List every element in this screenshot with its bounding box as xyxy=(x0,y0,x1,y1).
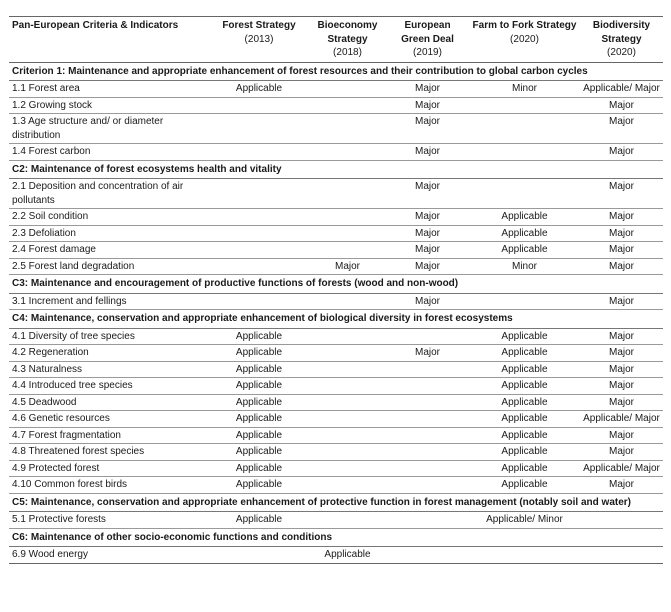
bioeconomy-cell xyxy=(309,242,386,259)
forest-strategy-cell xyxy=(209,242,309,259)
indicator-cell: 4.4 Introduced tree species xyxy=(9,378,209,395)
table-row xyxy=(9,179,663,209)
forest-strategy-cell: Applicable xyxy=(209,427,309,444)
biodiversity-cell: Major xyxy=(580,179,663,209)
biodiversity-cell: Applicable/ Major xyxy=(580,81,663,98)
forest-strategy-cell: Applicable xyxy=(209,378,309,395)
criteria-indicators-table xyxy=(9,16,663,564)
criteria-table-container xyxy=(9,16,663,564)
green-deal-cell: Major xyxy=(386,179,469,209)
forest-strategy-cell: Applicable xyxy=(209,81,309,98)
forest-strategy-cell: Applicable xyxy=(209,361,309,378)
farm-to-fork-cell: Applicable xyxy=(469,427,580,444)
biodiversity-cell: Major xyxy=(580,444,663,461)
bioeconomy-cell xyxy=(309,460,386,477)
indicator-cell: 2.3 Defoliation xyxy=(9,225,209,242)
forest-strategy-cell xyxy=(209,114,309,144)
table-row xyxy=(9,225,663,242)
indicator-cell: 4.10 Common forest birds xyxy=(9,477,209,494)
biodiversity-cell: Major xyxy=(580,361,663,378)
criterion-row xyxy=(9,493,663,512)
green-deal-cell xyxy=(386,328,469,345)
bioeconomy-cell xyxy=(309,345,386,362)
indicator-cell: 2.2 Soil condition xyxy=(9,209,209,226)
indicator-cell: 2.4 Forest damage xyxy=(9,242,209,259)
green-deal-cell xyxy=(386,547,469,564)
bioeconomy-cell xyxy=(309,114,386,144)
farm-to-fork-cell: Applicable xyxy=(469,378,580,395)
bioeconomy-cell xyxy=(309,427,386,444)
table-row xyxy=(9,512,663,529)
forest-strategy-cell: Applicable xyxy=(209,345,309,362)
farm-to-fork-cell: Applicable xyxy=(469,225,580,242)
indicator-cell: 4.8 Threatened forest species xyxy=(9,444,209,461)
forest-strategy-cell xyxy=(209,258,309,275)
forest-strategy-cell: Applicable xyxy=(209,460,309,477)
bioeconomy-cell xyxy=(309,512,386,529)
forest-strategy-cell xyxy=(209,225,309,242)
table-row xyxy=(9,345,663,362)
bioeconomy-cell xyxy=(309,81,386,98)
biodiversity-cell: Major xyxy=(580,209,663,226)
indicator-cell: 4.1 Diversity of tree species xyxy=(9,328,209,345)
table-row xyxy=(9,144,663,161)
bioeconomy-cell xyxy=(309,144,386,161)
farm-to-fork-cell: Applicable xyxy=(469,460,580,477)
indicator-cell: 3.1 Increment and fellings xyxy=(9,293,209,310)
green-deal-cell: Major xyxy=(386,144,469,161)
table-row xyxy=(9,209,663,226)
bioeconomy-cell: Major xyxy=(309,258,386,275)
header-forest-strategy: Forest Strategy (2013) xyxy=(209,17,309,63)
forest-strategy-cell: Applicable xyxy=(209,328,309,345)
green-deal-cell xyxy=(386,444,469,461)
indicator-cell: 4.3 Naturalness xyxy=(9,361,209,378)
indicator-cell: 4.6 Genetic resources xyxy=(9,411,209,428)
green-deal-cell xyxy=(386,411,469,428)
bioeconomy-cell xyxy=(309,328,386,345)
green-deal-cell: Major xyxy=(386,81,469,98)
forest-strategy-cell: Applicable xyxy=(209,411,309,428)
bioeconomy-cell xyxy=(309,293,386,310)
indicator-cell: 4.9 Protected forest xyxy=(9,460,209,477)
biodiversity-cell: Major xyxy=(580,258,663,275)
farm-to-fork-cell: Applicable xyxy=(469,345,580,362)
farm-to-fork-cell: Applicable xyxy=(469,361,580,378)
bioeconomy-cell xyxy=(309,411,386,428)
biodiversity-cell: Applicable/ Major xyxy=(580,460,663,477)
bioeconomy-cell xyxy=(309,394,386,411)
table-body xyxy=(9,62,663,563)
biodiversity-cell: Major xyxy=(580,477,663,494)
table-row xyxy=(9,242,663,259)
header-biodiversity-strategy: Biodiversity Strategy (2020) xyxy=(580,17,663,63)
table-row xyxy=(9,477,663,494)
green-deal-cell: Major xyxy=(386,258,469,275)
farm-to-fork-cell: Applicable xyxy=(469,242,580,259)
green-deal-cell xyxy=(386,427,469,444)
farm-to-fork-cell xyxy=(469,144,580,161)
farm-to-fork-cell: Applicable xyxy=(469,444,580,461)
criterion-row xyxy=(9,62,663,81)
indicator-cell: 2.1 Deposition and concentration of air pollutants xyxy=(9,179,209,209)
biodiversity-cell: Major xyxy=(580,328,663,345)
bioeconomy-cell xyxy=(309,179,386,209)
farm-to-fork-cell xyxy=(469,114,580,144)
criterion-heading: C4: Maintenance, conservation and appropriate enhancement of biological diversity in forest ecosystems xyxy=(9,310,663,329)
biodiversity-cell: Major xyxy=(580,293,663,310)
indicator-cell: 4.2 Regeneration xyxy=(9,345,209,362)
table-row xyxy=(9,328,663,345)
farm-to-fork-cell: Applicable xyxy=(469,328,580,345)
biodiversity-cell: Major xyxy=(580,97,663,114)
biodiversity-cell xyxy=(580,547,663,564)
indicator-cell: 1.3 Age structure and/ or diameter distribution xyxy=(9,114,209,144)
table-row xyxy=(9,97,663,114)
indicator-cell: 5.1 Protective forests xyxy=(9,512,209,529)
table-row xyxy=(9,81,663,98)
forest-strategy-cell: Applicable xyxy=(209,444,309,461)
farm-to-fork-cell xyxy=(469,293,580,310)
criterion-row xyxy=(9,310,663,329)
table-row xyxy=(9,427,663,444)
biodiversity-cell xyxy=(580,512,663,529)
table-row xyxy=(9,293,663,310)
indicator-cell: 4.7 Forest fragmentation xyxy=(9,427,209,444)
forest-strategy-cell: Applicable xyxy=(209,512,309,529)
criterion-row xyxy=(9,160,663,179)
green-deal-cell xyxy=(386,460,469,477)
green-deal-cell: Major xyxy=(386,293,469,310)
bioeconomy-cell xyxy=(309,225,386,242)
green-deal-cell: Major xyxy=(386,97,469,114)
bioeconomy-cell: Applicable xyxy=(309,547,386,564)
header-farm-to-fork: Farm to Fork Strategy (2020) xyxy=(469,17,580,63)
indicator-cell: 2.5 Forest land degradation xyxy=(9,258,209,275)
criterion-heading: C5: Maintenance, conservation and appropriate enhancement of protective function in forest management (notably soil and water) xyxy=(9,493,663,512)
table-header-row xyxy=(9,17,663,63)
table-row xyxy=(9,378,663,395)
farm-to-fork-cell xyxy=(469,179,580,209)
table-row xyxy=(9,547,663,564)
biodiversity-cell: Major xyxy=(580,242,663,259)
bioeconomy-cell xyxy=(309,209,386,226)
criterion-heading: Criterion 1: Maintenance and appropriate enhancement of forest resources and their contribution to global carbon cycles xyxy=(9,62,663,81)
green-deal-cell: Major xyxy=(386,345,469,362)
farm-to-fork-cell: Applicable xyxy=(469,411,580,428)
green-deal-cell: Major xyxy=(386,209,469,226)
indicator-cell: 6.9 Wood energy xyxy=(9,547,209,564)
criterion-heading: C6: Maintenance of other socio-economic functions and conditions xyxy=(9,528,663,547)
biodiversity-cell: Major xyxy=(580,394,663,411)
forest-strategy-cell xyxy=(209,97,309,114)
table-row xyxy=(9,258,663,275)
header-green-deal: European Green Deal (2019) xyxy=(386,17,469,63)
farm-to-fork-cell xyxy=(469,547,580,564)
bioeconomy-cell xyxy=(309,97,386,114)
biodiversity-cell: Major xyxy=(580,144,663,161)
green-deal-cell: Major xyxy=(386,225,469,242)
table-row xyxy=(9,411,663,428)
green-deal-cell xyxy=(386,378,469,395)
green-deal-cell xyxy=(386,361,469,378)
indicator-cell: 1.1 Forest area xyxy=(9,81,209,98)
table-row xyxy=(9,444,663,461)
bioeconomy-cell xyxy=(309,477,386,494)
green-deal-cell xyxy=(386,477,469,494)
forest-strategy-cell xyxy=(209,293,309,310)
criterion-heading: C2: Maintenance of forest ecosystems health and vitality xyxy=(9,160,663,179)
forest-strategy-cell: Applicable xyxy=(209,477,309,494)
biodiversity-cell: Major xyxy=(580,378,663,395)
biodiversity-cell: Major xyxy=(580,114,663,144)
header-indicators: Pan-European Criteria & Indicators xyxy=(9,17,209,63)
forest-strategy-cell: Applicable xyxy=(209,394,309,411)
farm-to-fork-cell: Applicable xyxy=(469,477,580,494)
forest-strategy-cell xyxy=(209,209,309,226)
bioeconomy-cell xyxy=(309,378,386,395)
biodiversity-cell: Major xyxy=(580,345,663,362)
header-bioeconomy-strategy: Bioeconomy Strategy (2018) xyxy=(309,17,386,63)
farm-to-fork-cell: Minor xyxy=(469,81,580,98)
bioeconomy-cell xyxy=(309,361,386,378)
green-deal-cell: Major xyxy=(386,242,469,259)
forest-strategy-cell xyxy=(209,144,309,161)
green-deal-cell: Major xyxy=(386,114,469,144)
table-row xyxy=(9,460,663,477)
indicator-cell: 4.5 Deadwood xyxy=(9,394,209,411)
criterion-row xyxy=(9,275,663,294)
table-row xyxy=(9,114,663,144)
biodiversity-cell: Major xyxy=(580,225,663,242)
biodiversity-cell: Major xyxy=(580,427,663,444)
indicator-cell: 1.4 Forest carbon xyxy=(9,144,209,161)
biodiversity-cell: Applicable/ Major xyxy=(580,411,663,428)
forest-strategy-cell xyxy=(209,179,309,209)
forest-strategy-cell xyxy=(209,547,309,564)
table-row xyxy=(9,361,663,378)
table-row xyxy=(9,394,663,411)
bioeconomy-cell xyxy=(309,444,386,461)
farm-to-fork-cell: Applicable/ Minor xyxy=(469,512,580,529)
farm-to-fork-cell: Applicable xyxy=(469,209,580,226)
criterion-heading: C3: Maintenance and encouragement of productive functions of forests (wood and non-wood) xyxy=(9,275,663,294)
indicator-cell: 1.2 Growing stock xyxy=(9,97,209,114)
criterion-row xyxy=(9,528,663,547)
farm-to-fork-cell: Minor xyxy=(469,258,580,275)
farm-to-fork-cell: Applicable xyxy=(469,394,580,411)
green-deal-cell xyxy=(386,394,469,411)
farm-to-fork-cell xyxy=(469,97,580,114)
green-deal-cell xyxy=(386,512,469,529)
